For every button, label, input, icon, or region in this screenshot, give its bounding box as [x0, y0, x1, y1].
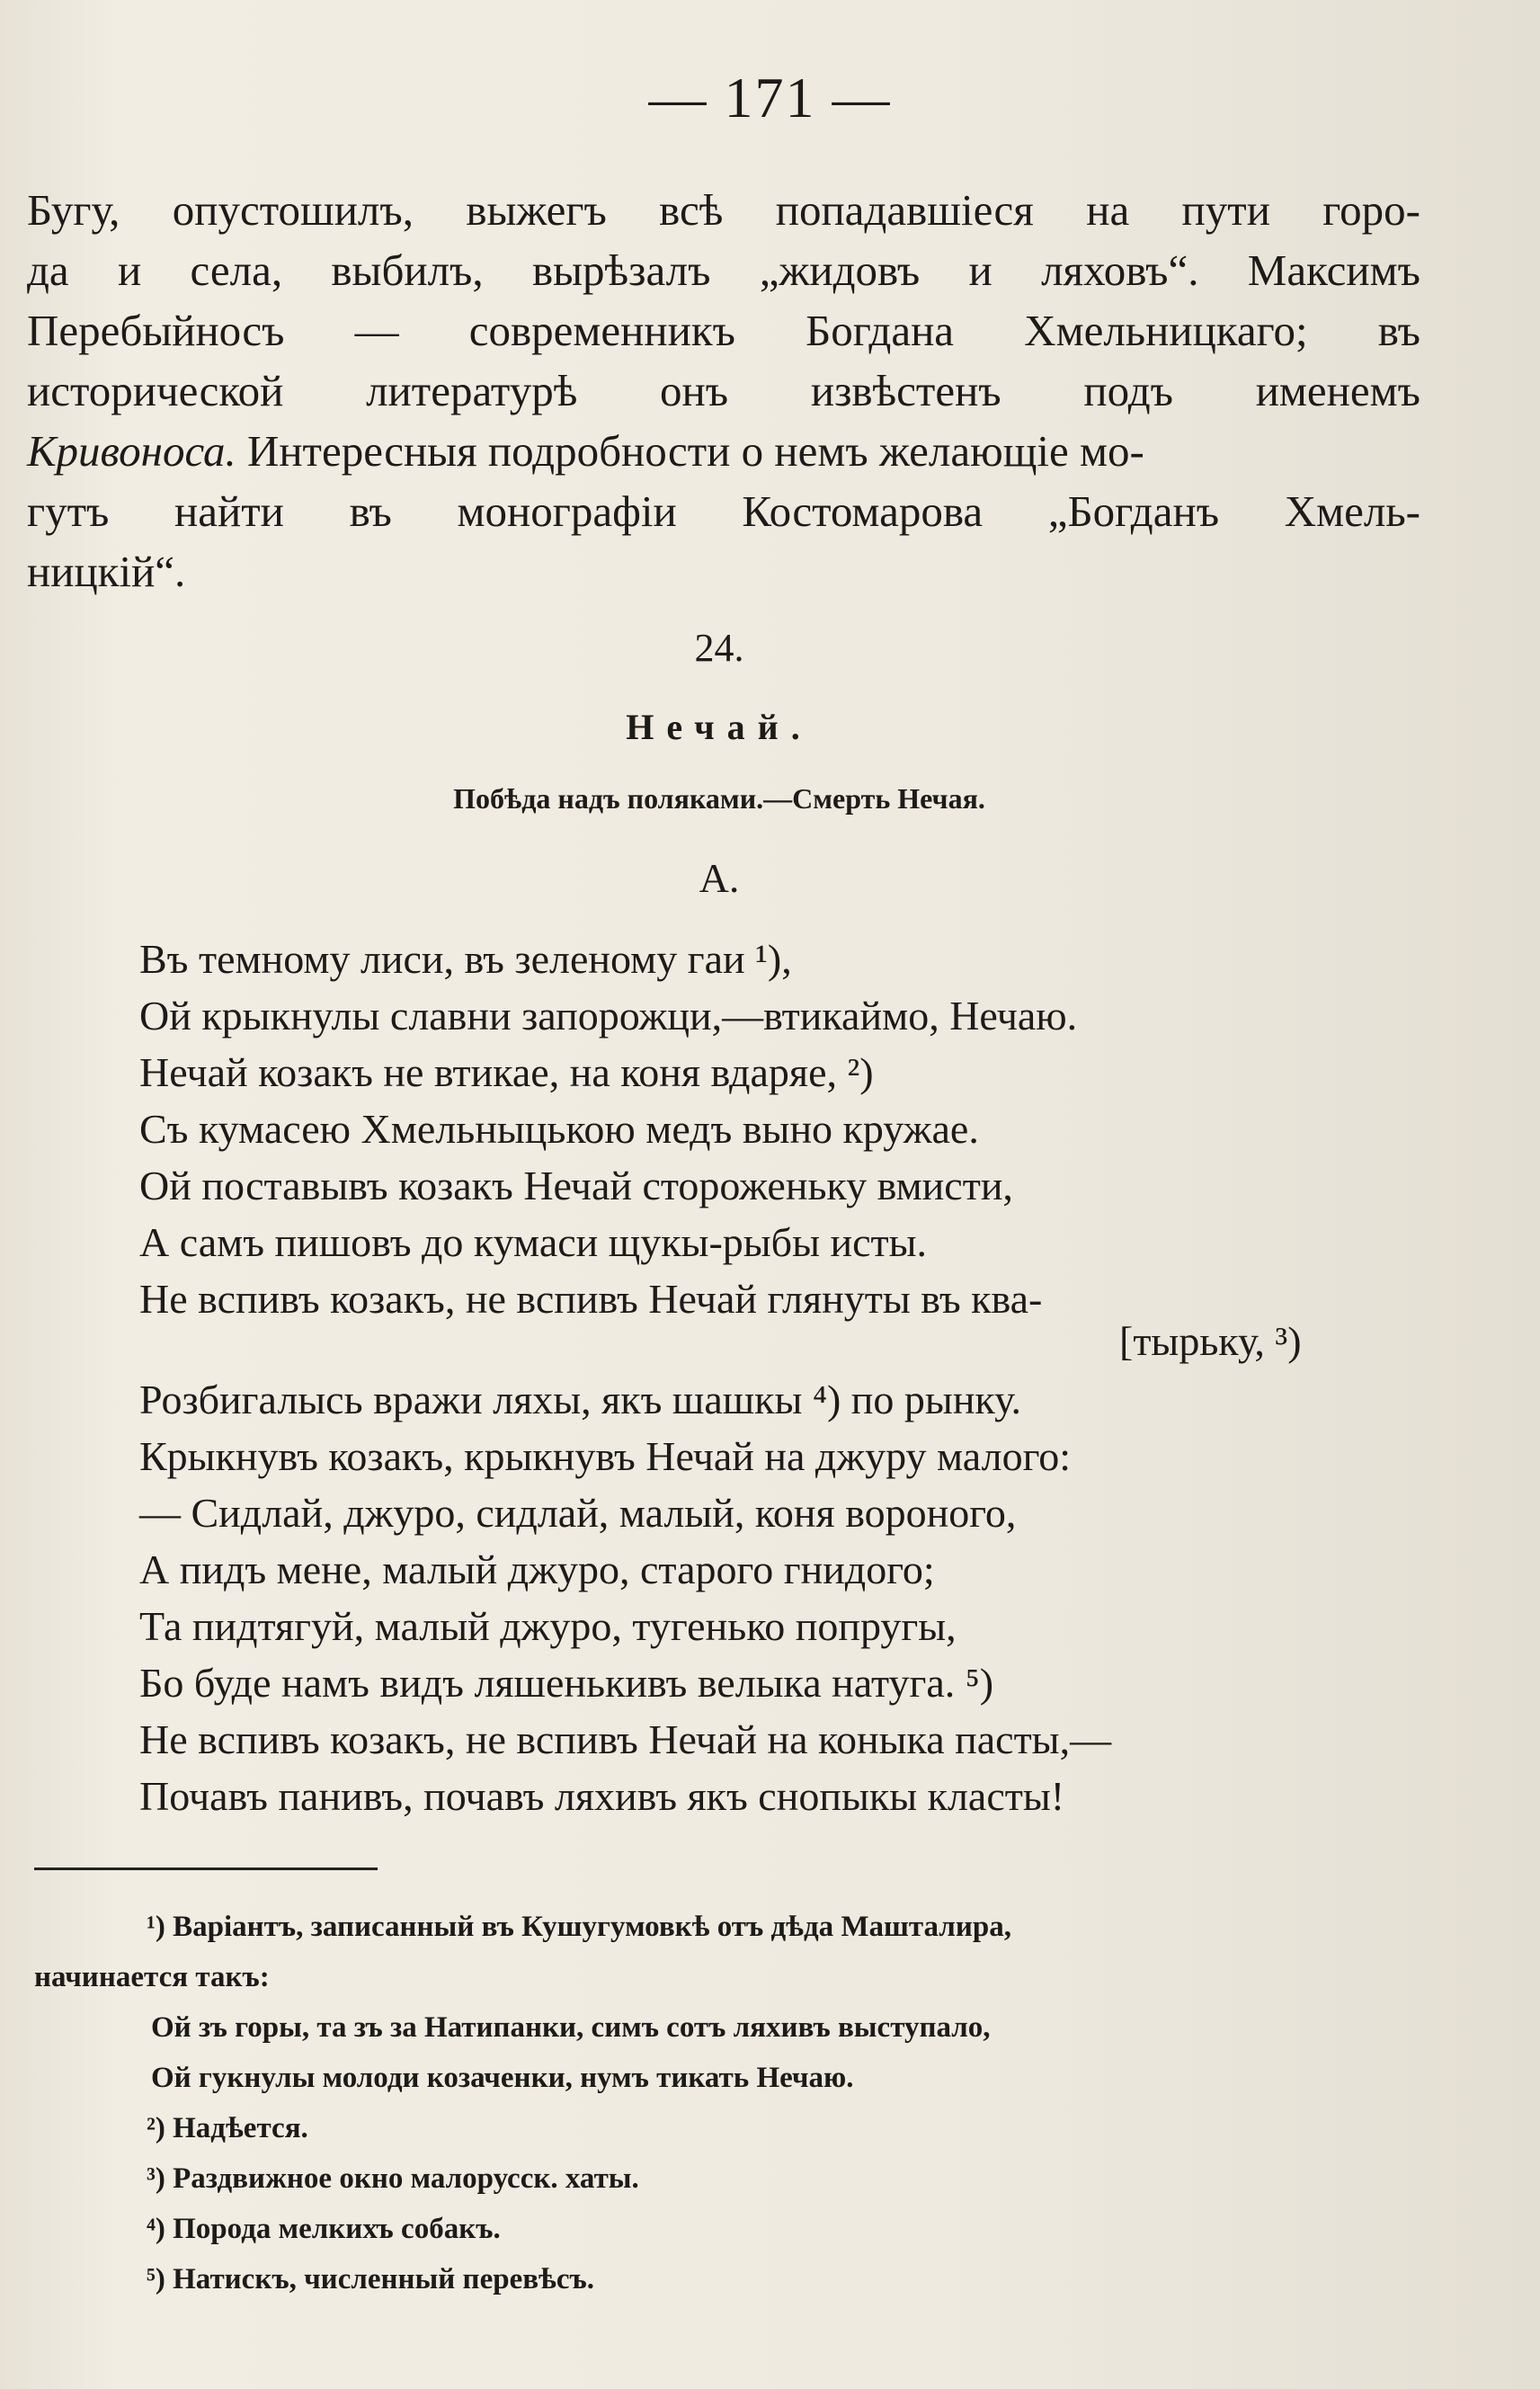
footnote-4: ⁴) Порода мелкихъ собакъ. — [147, 2213, 501, 2245]
intro-line: гутъ найти въ монографіи Костомарова „Богданъ Хмель- — [27, 486, 1420, 536]
variant-label: А. — [699, 855, 740, 901]
intro-line: Бугу, опустошилъ, выжегъ всѣ попадавшіеся на пути горо- — [27, 185, 1420, 235]
poem-line: А пидъ мене, малый джуро, старого гнидого; — [139, 1547, 935, 1592]
intro-line: Перебыйносъ — современникъ Богдана Хмельницкаго; въ — [27, 306, 1420, 355]
footnote-5: ⁵) Натискъ, численный перевѣсъ. — [147, 2263, 594, 2295]
poem-line: Розбигалысь вражи ляхы, якъ шашкы ⁴) по рынку. — [139, 1377, 1022, 1422]
footnotes — [34, 1902, 1437, 2304]
poem-line: А самъ пишовъ до кумаси щукы-рыбы исты. — [139, 1219, 928, 1265]
intro-line-text: Интересныя подробности о немъ желающіе мо- — [246, 426, 1144, 476]
poem-line: Нечай козакъ не втикае, на коня вдаряе, ²) — [139, 1049, 874, 1095]
poem-line: Ой поставывъ козакъ Нечай стороженьку вмисти, — [139, 1163, 1013, 1208]
poem-line: Въ темному лиси, въ зеленому гаи ¹), — [139, 936, 792, 982]
intro-italic-name: Кривоноса. — [27, 426, 236, 476]
poem-line: Съ кумасею Хмельныцькою медъ выно кружае. — [139, 1106, 979, 1152]
poem-line: — Сидлай, джуро, сидлай, малый, коня вороного, — [139, 1490, 1017, 1536]
intro-line: ницкій“. — [27, 547, 186, 596]
footnote-1-quote: Ой гукнулы молоди козаченки, нумъ тикать Нечаю. — [151, 2062, 854, 2094]
intro-paragraph — [27, 180, 1420, 602]
poem-line-continuation: [тырьку, ³) — [1119, 1318, 1302, 1364]
footnote-1-quote: Ой зъ горы, та зъ за Натипанки, симъ сотъ ляхивъ выступало, — [151, 2011, 991, 2044]
footnote-1-cont: начинается такъ: — [34, 1961, 270, 1993]
page-number: — 171 — — [648, 66, 892, 129]
intro-line — [27, 421, 1420, 481]
song-title: Нечай. — [626, 707, 813, 747]
intro-line: исторической литературѣ онъ извѣстенъ подъ именемъ — [27, 366, 1420, 415]
poem-line: Не вспивъ козакъ, не вспивъ Нечай глянуты въ ква- — [139, 1276, 1043, 1322]
poem-line: Та пидтягуй, малый джуро, тугенько попругы, — [139, 1603, 957, 1649]
poem-line: Ой крыкнулы славни запорожци,—втикаймо, Нечаю. — [139, 993, 1078, 1039]
song-number: 24. — [694, 626, 744, 670]
poem-line: Не вспивъ козакъ, не вспивъ Нечай на коныка пасты,— — [139, 1716, 1112, 1762]
footnote-3: ³) Раздвижное окно малорусск. хаты. — [147, 2162, 639, 2195]
footnote-divider — [34, 1868, 378, 1870]
intro-line: да и села, выбилъ, вырѣзалъ „жидовъ и ляховъ“. Максимъ — [27, 245, 1420, 295]
poem-line: Бо буде намъ видъ ляшенькивъ велыка натуга. ⁵) — [139, 1660, 994, 1706]
poem-line: Крыкнувъ козакъ, крыкнувъ Нечай на джуру малого: — [139, 1433, 1072, 1479]
footnote-2: ²) Надѣется. — [147, 2112, 308, 2144]
poem-line: Почавъ панивъ, почавъ ляхивъ якъ снопыкы класты! — [139, 1773, 1065, 1819]
footnote-1: ¹) Варіантъ, записанный въ Кушугумовкѣ отъ дѣда Машталира, — [147, 1911, 1011, 1943]
song-subtitle: Побѣда надъ поляками.—Смерть Нечая. — [453, 782, 985, 815]
